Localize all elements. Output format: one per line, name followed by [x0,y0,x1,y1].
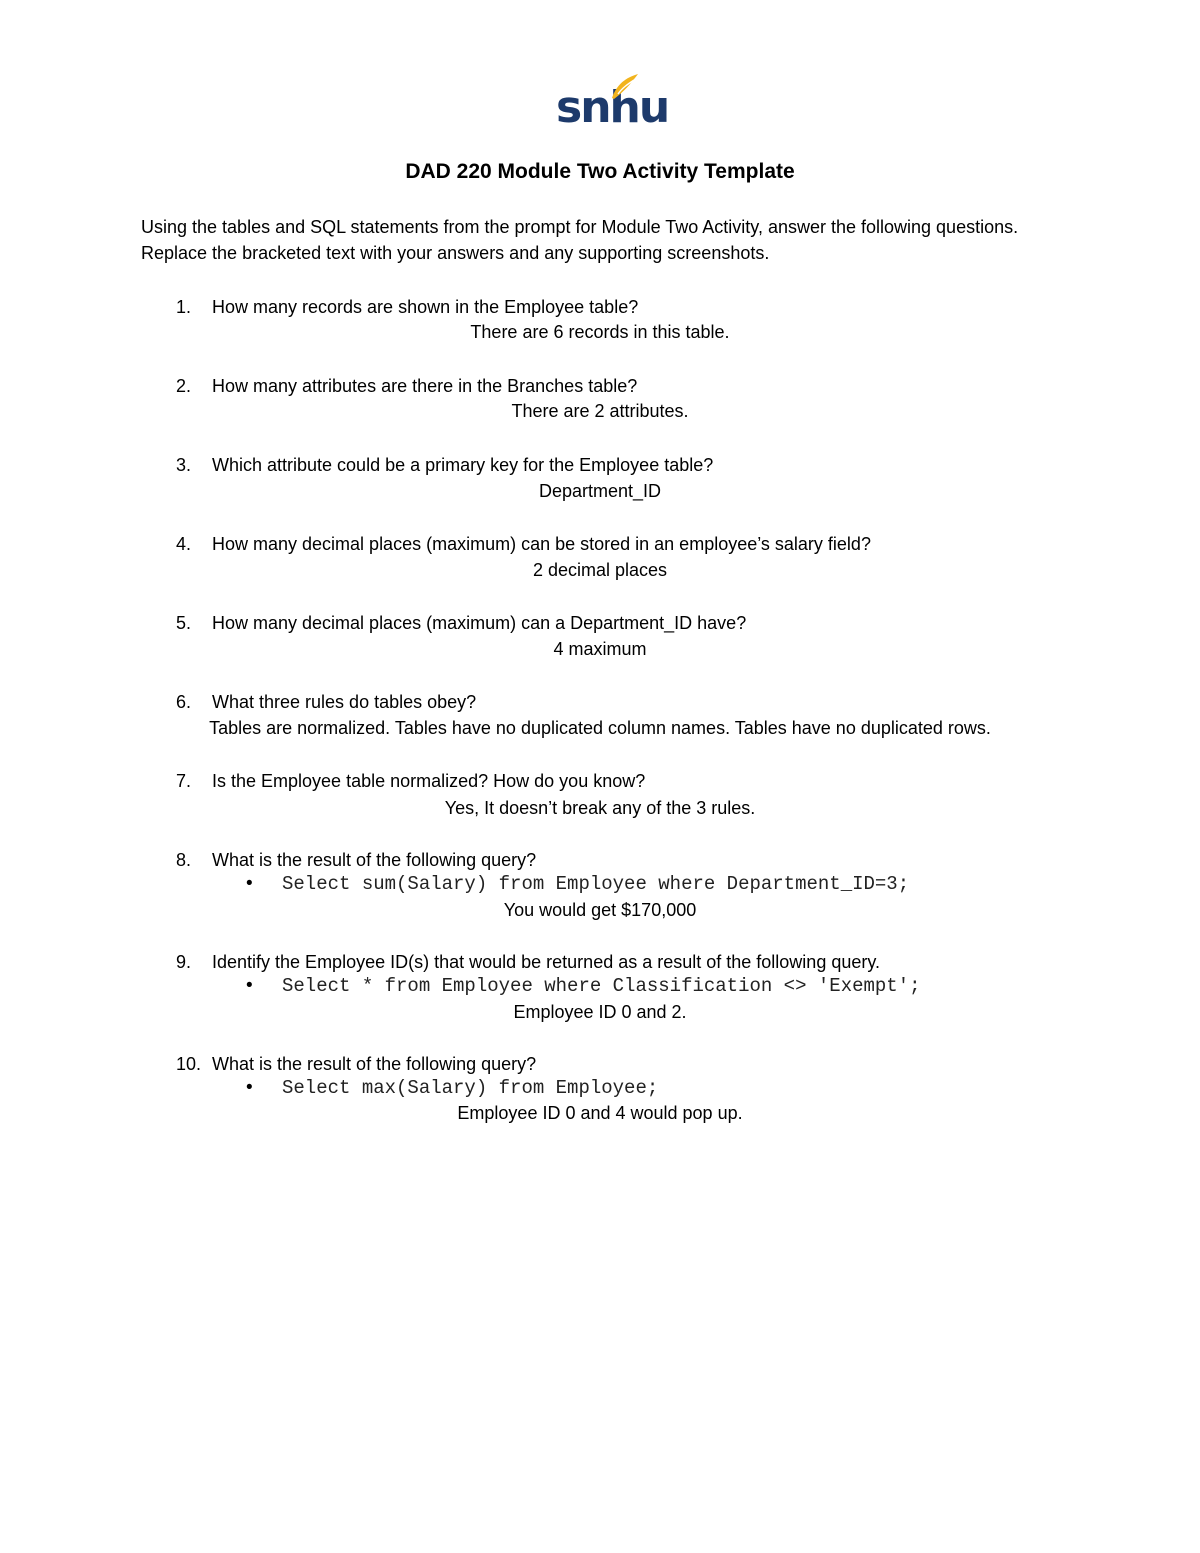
question-text: What three rules do tables obey? [212,692,477,712]
answer-9: Employee ID 0 and 2. [513,1002,687,1022]
logo-wordmark: snhu [556,82,669,133]
question-8 [176,848,536,872]
answer-6: Tables are normalized. Tables have no duplicated column names. Tables have no duplicated rows. [209,718,991,738]
question-3 [176,453,713,477]
query-10 [246,1076,658,1100]
bullet: • [246,873,253,894]
question-6 [176,690,476,714]
answer-1: There are 6 records in this table. [470,322,730,342]
question-10 [176,1052,536,1076]
sql-query: Select sum(Salary) from Employee where Department_ID=3; [282,873,910,895]
question-text: What is the result of the following query? [212,1054,537,1074]
question-text: Is the Employee table normalized? How do you know? [212,771,646,791]
question-7 [176,769,645,793]
question-number: 3. [176,455,192,475]
snhu-logo [552,72,669,136]
answer-4: 2 decimal places [532,560,668,580]
answer-7: Yes, It doesn’t break any of the 3 rules. [444,798,756,818]
question-number: 1. [176,297,192,317]
question-number: 8. [176,850,192,870]
document-title: DAD 220 Module Two Activity Template [405,160,795,183]
question-text: How many records are shown in the Employee table? [212,297,639,317]
answer-10: Employee ID 0 and 4 would pop up. [457,1103,743,1123]
answer-3: Department_ID [538,481,662,501]
question-number: 9. [176,952,192,972]
question-number: 5. [176,613,192,633]
intro-paragraph: Using the tables and SQL statements from the prompt for Module Two Activity, answer the following questions. Replace the bracketed text with your answers and any supporting screenshots. [141,217,1019,263]
answer-2: There are 2 attributes. [511,401,689,421]
question-text: Identify the Employee ID(s) that would be returned as a result of the following query. [212,952,881,972]
question-9 [176,950,880,974]
query-8 [246,872,909,896]
question-text: How many decimal places (maximum) can be stored in an employee’s salary field? [212,534,871,554]
sql-query: Select * from Employee where Classification <> 'Exempt'; [282,975,921,997]
query-9 [246,974,921,998]
answer-5: 4 maximum [553,639,647,659]
question-text: How many decimal places (maximum) can a Department_ID have? [212,613,747,633]
question-5 [176,611,746,635]
question-number: 6. [176,692,192,712]
question-number: 10. [176,1054,202,1074]
question-number: 7. [176,771,192,791]
sql-query: Select max(Salary) from Employee; [282,1077,659,1099]
question-number: 4. [176,534,192,554]
question-number: 2. [176,376,192,396]
question-text: How many attributes are there in the Branches table? [212,376,638,396]
question-text: What is the result of the following query? [212,850,537,870]
bullet: • [246,1077,253,1098]
bullet: • [246,975,253,996]
question-1 [176,295,638,319]
flame-leaf-icon [610,72,640,102]
answer-8: You would get $170,000 [503,900,697,920]
question-2 [176,374,637,398]
question-text: Which attribute could be a primary key for the Employee table? [212,455,714,475]
question-4 [176,532,871,556]
